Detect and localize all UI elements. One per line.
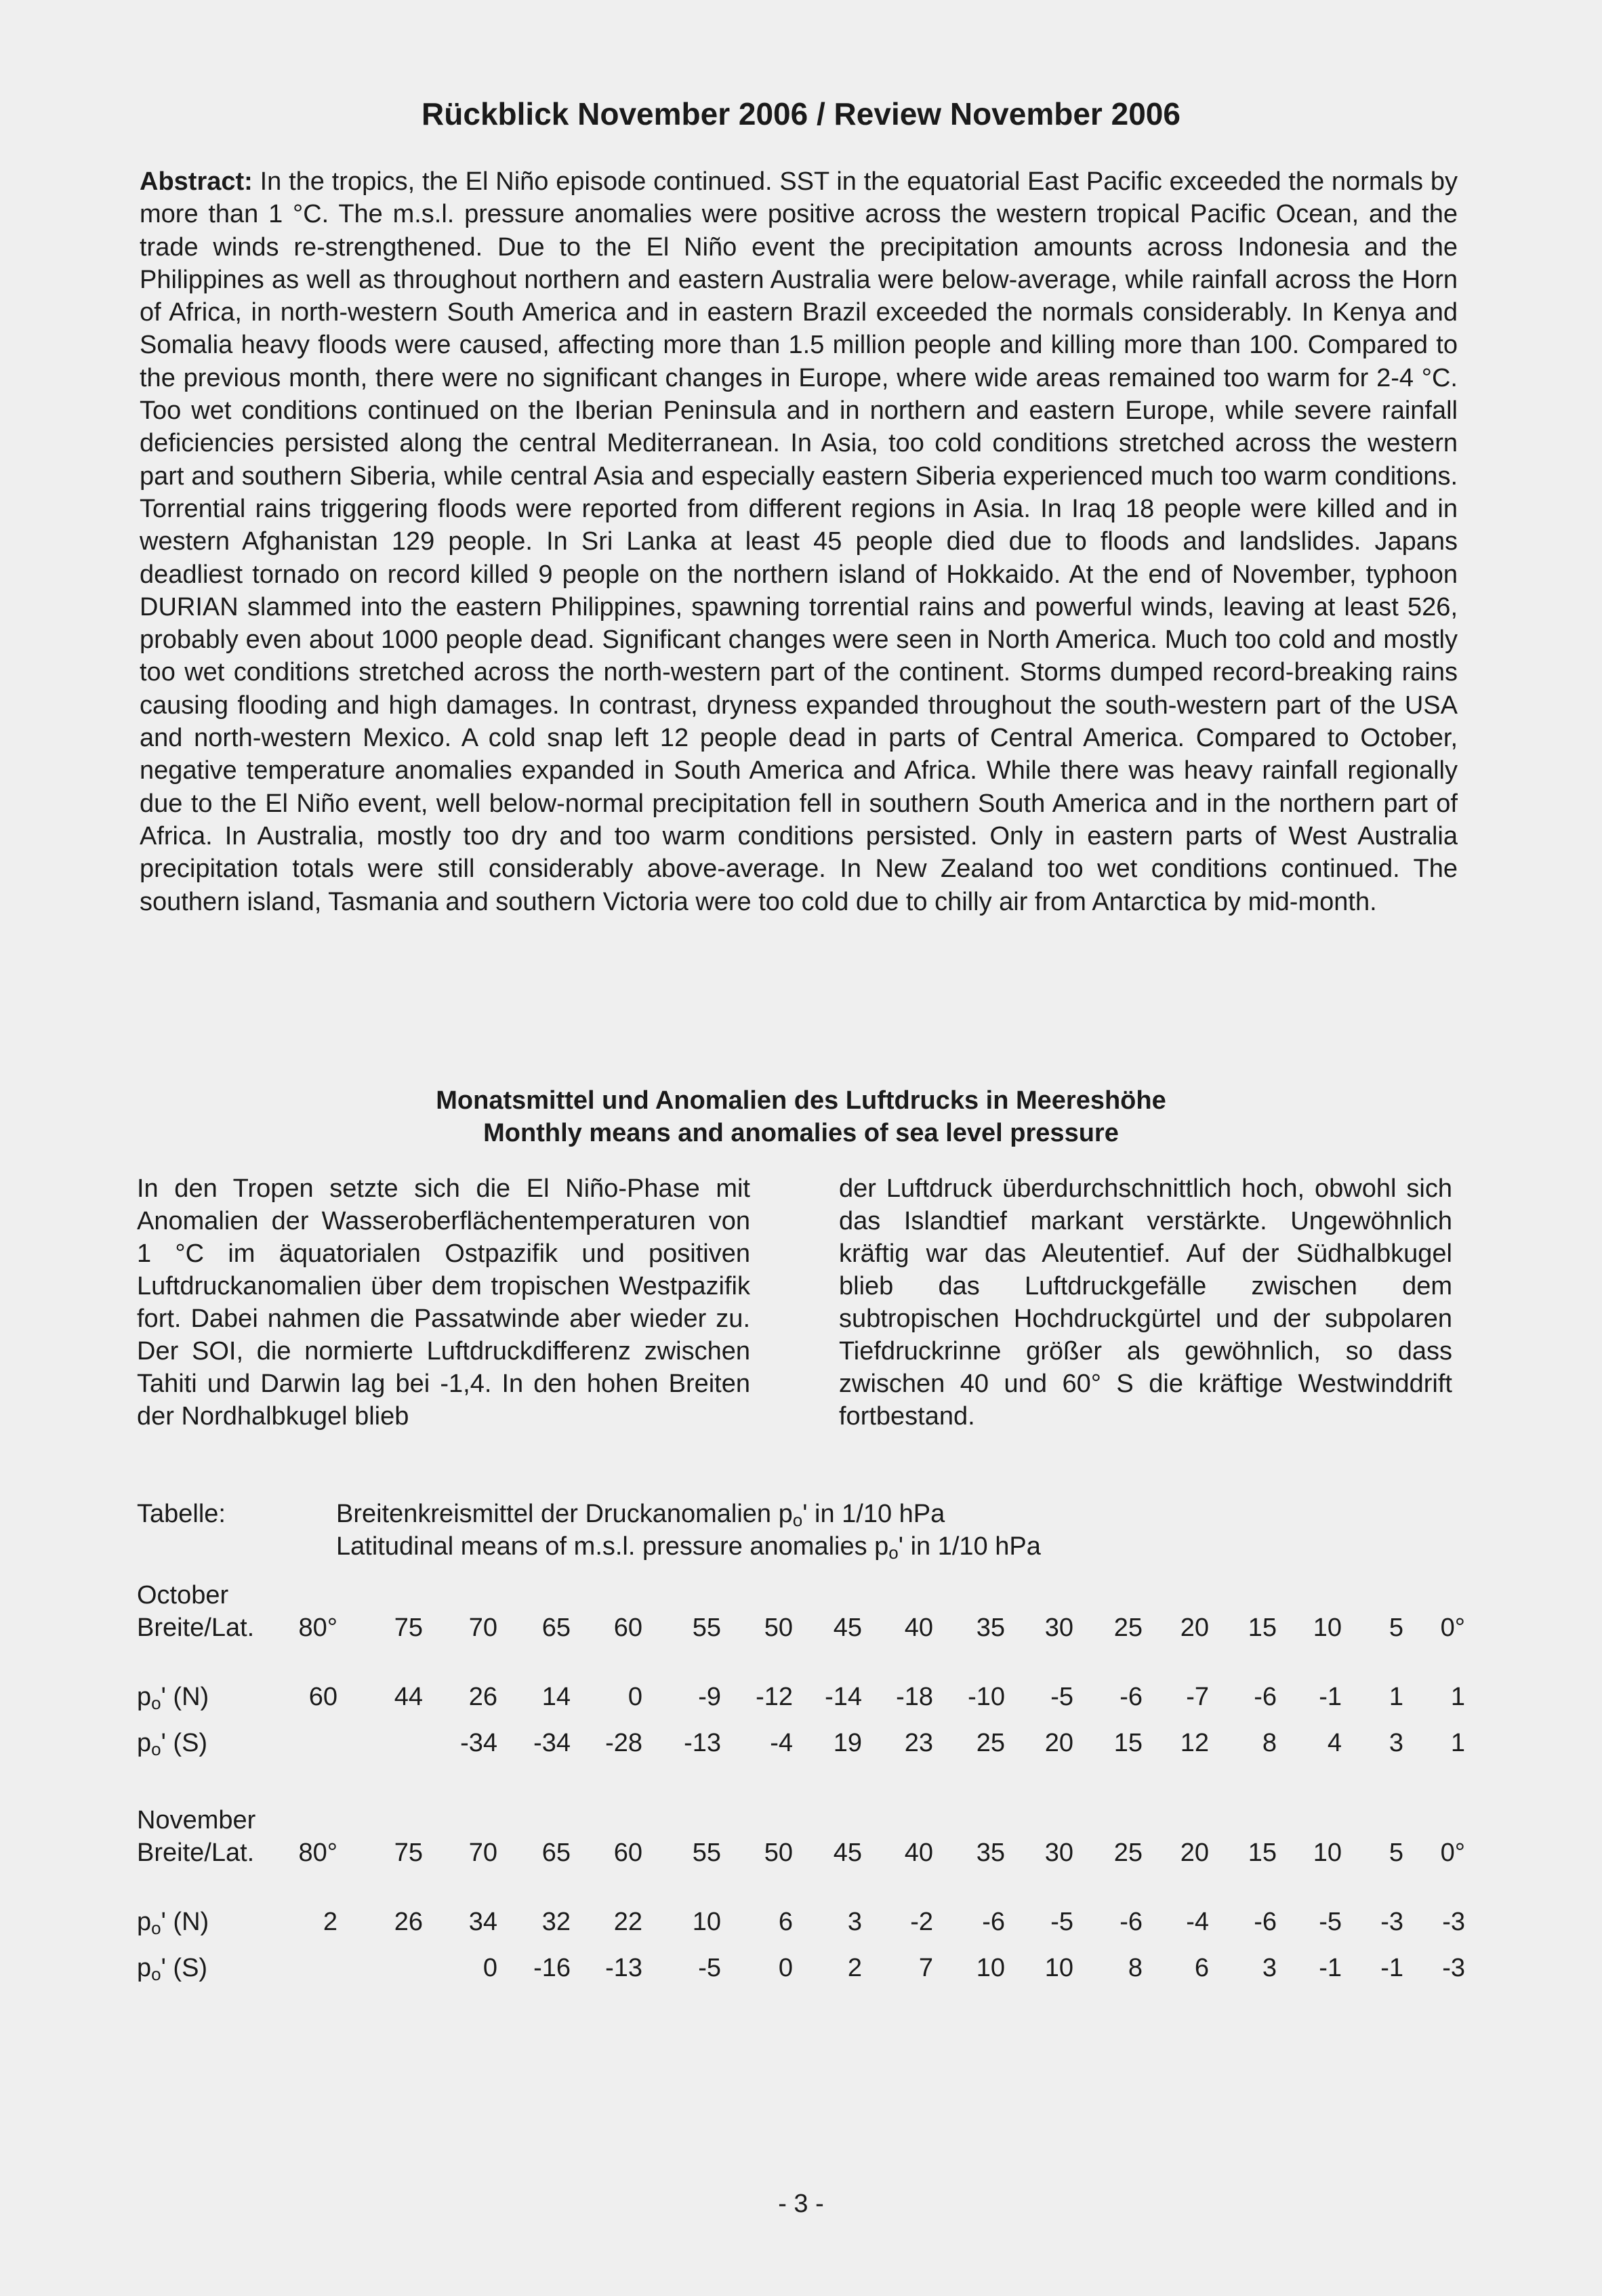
text-column-right: der Luftdruck überdurchschnittlich hoch, obwohl sich das Islandtief markant verstärkte. Ungewöhnlich kräftig war das Aleutentief. Auf der Südhalbkugel blieb das Luftdruckgefälle zwischen dem subtropischen Hochdruckgürtel und der subpolaren Tiefdruckrinne größer als gewöhnlich, so dass zwischen 40 und 60° S die kräftige Westwinddrift fortbestand.: [839, 1174, 1452, 1431]
latitude-cell: 25: [1113, 1614, 1143, 1642]
latitude-cell: 60: [613, 1839, 642, 1867]
text-column-left: In den Tropen setzte sich die El Niño-Phase mit Anomalien der Wasseroberflächentemperaturen von 1 °C im äquatorialen Ostpazifik und positiven Luftdruckanomalien über dem tropischen Westpazifik fort. Dabei nahmen die Passatwinde aber wieder zu. Der SOI, die normierte Luftdruckdifferenz zwischen Tahiti und Darwin lag bei -1,4. In den hohen Breiten der Nordhalbkugel blieb: [137, 1174, 750, 1431]
north-anomaly-cell: -5: [1050, 1908, 1073, 1936]
row-label: $p_o'$ (S): [137, 1729, 208, 1759]
table-row-latitudes: [0, 1837, 1602, 1869]
latitude-cell: 0°: [1440, 1614, 1465, 1642]
south-anomaly-cell: -34: [533, 1729, 571, 1757]
table-month-label: October: [137, 1581, 229, 1610]
latitude-cell: 40: [904, 1614, 933, 1642]
table-row-north: [0, 1681, 1602, 1713]
latitude-cell: 5: [1389, 1614, 1403, 1642]
north-anomaly-cell: -6: [1254, 1683, 1277, 1711]
south-anomaly-cell: 12: [1180, 1729, 1209, 1757]
latitude-cell: 60: [613, 1614, 642, 1642]
north-anomaly-cell: 1: [1450, 1683, 1465, 1711]
north-anomaly-cell: -2: [910, 1908, 933, 1936]
south-anomaly-cell: 3: [1389, 1729, 1403, 1757]
latitude-cell: 50: [764, 1839, 793, 1867]
north-anomaly-cell: -12: [756, 1683, 793, 1711]
north-anomaly-cell: -6: [982, 1908, 1005, 1936]
latitude-cell: 5: [1389, 1839, 1403, 1867]
latitude-cell: 10: [1313, 1839, 1342, 1867]
south-anomaly-cell: 0: [778, 1954, 793, 1982]
row-label: $p_o'$ (N): [137, 1908, 209, 1938]
latitude-cell: 65: [541, 1839, 571, 1867]
latitude-cell: 40: [904, 1839, 933, 1867]
north-anomaly-cell: 2: [323, 1908, 337, 1936]
south-anomaly-cell: 15: [1113, 1729, 1143, 1757]
north-anomaly-cell: -3: [1380, 1908, 1403, 1936]
latitude-cell: 70: [468, 1839, 497, 1867]
abstract-label: Abstract:: [140, 167, 253, 196]
north-anomaly-cell: -3: [1442, 1908, 1465, 1936]
south-anomaly-cell: -1: [1319, 1954, 1342, 1982]
north-anomaly-cell: 3: [847, 1908, 862, 1936]
south-anomaly-cell: -5: [698, 1954, 721, 1982]
table-caption-de: Breitenkreismittel der Druckanomalien $p_o'$ in 1/10 hPa: [336, 1500, 945, 1530]
north-anomaly-cell: -5: [1050, 1683, 1073, 1711]
latitude-cell: 25: [1113, 1839, 1143, 1867]
north-anomaly-cell: 0: [628, 1683, 642, 1711]
section-title: [0, 1084, 1602, 1149]
south-anomaly-cell: 4: [1327, 1729, 1342, 1757]
table-row-south: [0, 1727, 1602, 1759]
south-anomaly-cell: -13: [684, 1729, 721, 1757]
table-caption-en: Latitudinal means of m.s.l. pressure anomalies $p_o'$ in 1/10 hPa: [336, 1532, 1041, 1563]
south-anomaly-cell: 19: [833, 1729, 862, 1757]
latitude-cell: 20: [1180, 1839, 1209, 1867]
north-anomaly-cell: 26: [394, 1908, 423, 1936]
south-anomaly-cell: 8: [1128, 1954, 1143, 1982]
south-anomaly-cell: -1: [1380, 1954, 1403, 1982]
latitude-cell: 15: [1248, 1614, 1277, 1642]
latitude-cell: 50: [764, 1614, 793, 1642]
south-anomaly-cell: 10: [976, 1954, 1005, 1982]
south-anomaly-cell: 3: [1262, 1954, 1277, 1982]
table-row-latitudes: [0, 1612, 1602, 1644]
south-anomaly-cell: 25: [976, 1729, 1005, 1757]
south-anomaly-cell: 10: [1044, 1954, 1073, 1982]
south-anomaly-cell: 6: [1194, 1954, 1209, 1982]
north-anomaly-cell: -10: [968, 1683, 1005, 1711]
north-anomaly-cell: 22: [613, 1908, 642, 1936]
north-anomaly-cell: 14: [541, 1683, 571, 1711]
row-label: $p_o'$ (S): [137, 1954, 208, 1984]
latitude-cell: 75: [394, 1839, 423, 1867]
north-anomaly-cell: -7: [1186, 1683, 1209, 1711]
south-anomaly-cell: -13: [605, 1954, 642, 1982]
abstract-text: In the tropics, the El Niño episode continued. SST in the equatorial East Pacific exceeded the normals by more than 1 °C. The m.s.l. pressure anomalies were positive across the western tropical Pacific Ocean, and the trade winds re-strengthened. Due to the El Niño event the precipitation amounts across Indonesia and the Philippines as well as throughout northern and eastern Australia were below-average, while rainfall across the Horn of Africa, in north-western South America and in eastern Brazil exceeded the normals considerably. In Kenya and Somalia heavy floods were caused, affecting more than 1.5 million people and killing more than 100. Compared to the previous month, there were no significant changes in Europe, where wide areas remained too warm for 2-4 °C. Too wet conditions continued on the Iberian Peninsula and in northern and eastern Europe, while severe rainfall deficiencies persisted along the central Mediterranean. In Asia, too cold conditions stretched across the western part and southern Siberia, while central Asia and especially eastern Siberia experienced much too warm conditions. Torrential rains triggering floods were reported from different regions in Asia. In Iraq 18 people were killed and in western Afghanistan 129 people. In Sri Lanka at least 45 people died due to floods and landslides. Japans deadliest tornado on record killed 9 people on the northern island of Hokkaido. At the end of November, typhoon DURIAN slammed into the eastern Philippines, spawning torrential rains and powerful winds, leaving at least 526, probably even about 1000 people dead. Significant changes were seen in North America. Much too cold and mostly too wet conditions stretched across the north-western part of the continent. Storms dumped record-breaking rains causing flooding and high damages. In contrast, dryness expanded throughout the south-western part of the USA and north-western Mexico. A cold snap left 12 people dead in parts of Central America. Compared to October, negative temperature anomalies expanded in South America and Africa. While there was heavy rainfall regionally due to the El Niño event, well below-normal precipitation fell in southern South America and in the northern part of Africa. In Australia, mostly too dry and too warm conditions persisted. Only in eastern parts of West Australia precipitation totals were still considerably above-average. In New Zealand too wet conditions continued. The southern island, Tasmania and southern Victoria were too cold due to chilly air from Antarctica by mid-month.: [140, 167, 1458, 916]
page-title: Rückblick November 2006 / Review November 2006: [422, 96, 1180, 131]
north-anomaly-cell: -4: [1186, 1908, 1209, 1936]
south-anomaly-cell: 23: [904, 1729, 933, 1757]
south-anomaly-cell: -28: [605, 1729, 642, 1757]
south-anomaly-cell: 7: [918, 1954, 933, 1982]
latitude-cell: 70: [468, 1614, 497, 1642]
table-row-south: [0, 1952, 1602, 1984]
north-anomaly-cell: -18: [896, 1683, 933, 1711]
south-anomaly-cell: -3: [1442, 1954, 1465, 1982]
row-label: Breite/Lat.: [137, 1839, 255, 1867]
latitude-cell: 35: [976, 1614, 1005, 1642]
latitude-cell: 45: [833, 1614, 862, 1642]
latitude-cell: 65: [541, 1614, 571, 1642]
north-anomaly-cell: -6: [1254, 1908, 1277, 1936]
latitude-cell: 0°: [1440, 1839, 1465, 1867]
latitude-cell: 55: [692, 1614, 721, 1642]
north-anomaly-cell: -9: [698, 1683, 721, 1711]
section-title-en: Monthly means and anomalies of sea level pressure: [483, 1119, 1119, 1147]
north-anomaly-cell: 34: [468, 1908, 497, 1936]
row-label: $p_o'$ (N): [137, 1683, 209, 1713]
south-anomaly-cell: 2: [847, 1954, 862, 1982]
latitude-cell: 45: [833, 1839, 862, 1867]
latitude-cell: 80°: [298, 1839, 337, 1867]
latitude-cell: 35: [976, 1839, 1005, 1867]
latitude-cell: 10: [1313, 1614, 1342, 1642]
section-title-de: Monatsmittel und Anomalien des Luftdrucks in Meereshöhe: [436, 1086, 1166, 1115]
south-anomaly-cell: 0: [482, 1954, 497, 1982]
north-anomaly-cell: 60: [308, 1683, 337, 1711]
north-anomaly-cell: 26: [468, 1683, 497, 1711]
latitude-cell: 15: [1248, 1839, 1277, 1867]
north-anomaly-cell: 6: [778, 1908, 793, 1936]
north-anomaly-cell: 44: [394, 1683, 423, 1711]
table-month-label: November: [137, 1806, 256, 1834]
north-anomaly-cell: -5: [1319, 1908, 1342, 1936]
north-anomaly-cell: -6: [1120, 1683, 1143, 1711]
south-anomaly-cell: 1: [1450, 1729, 1465, 1757]
north-anomaly-cell: -14: [825, 1683, 862, 1711]
north-anomaly-cell: -1: [1319, 1683, 1342, 1711]
abstract-paragraph: [140, 165, 1458, 918]
south-anomaly-cell: -34: [460, 1729, 497, 1757]
north-anomaly-cell: -6: [1120, 1908, 1143, 1936]
table-row-north: [0, 1906, 1602, 1938]
latitude-cell: 75: [394, 1614, 423, 1642]
latitude-cell: 80°: [298, 1614, 337, 1642]
row-label: Breite/Lat.: [137, 1614, 255, 1642]
north-anomaly-cell: 10: [692, 1908, 721, 1936]
south-anomaly-cell: 20: [1044, 1729, 1073, 1757]
latitude-cell: 20: [1180, 1614, 1209, 1642]
north-anomaly-cell: 32: [541, 1908, 571, 1936]
south-anomaly-cell: 8: [1262, 1729, 1277, 1757]
table-label: Tabelle:: [137, 1500, 226, 1528]
south-anomaly-cell: -4: [770, 1729, 793, 1757]
latitude-cell: 55: [692, 1839, 721, 1867]
page-number: - 3 -: [778, 2190, 824, 2218]
latitude-cell: 30: [1044, 1614, 1073, 1642]
south-anomaly-cell: -16: [533, 1954, 571, 1982]
north-anomaly-cell: 1: [1389, 1683, 1403, 1711]
latitude-cell: 30: [1044, 1839, 1073, 1867]
